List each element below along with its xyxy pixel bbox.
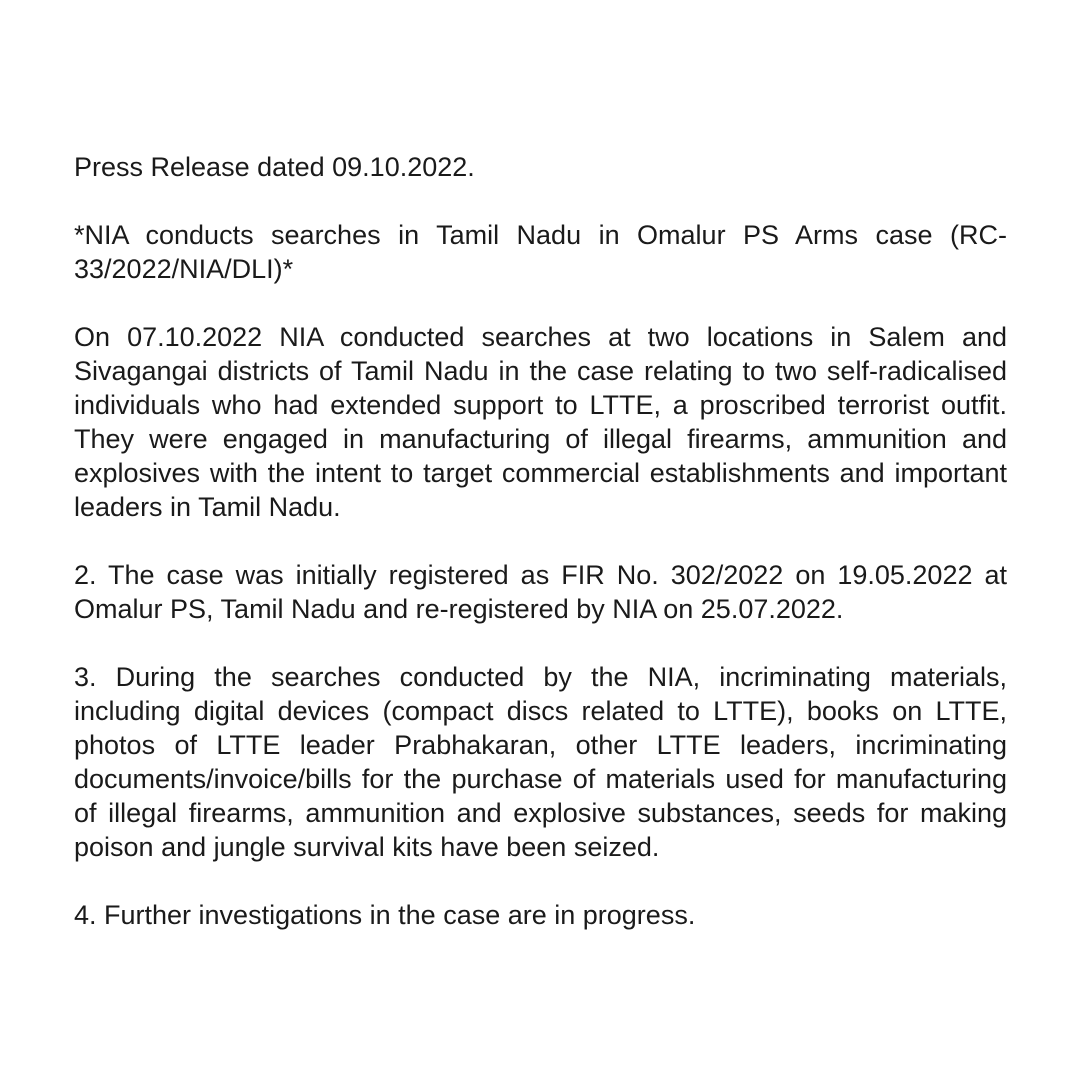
- paragraph-4-investigation-status: 4. Further investigations in the case are in progress.: [74, 900, 696, 930]
- press-release-headline: *NIA conducts searches in Tamil Nadu in Omalur PS Arms case (RC-33/2022/NIA/DLI)*: [74, 220, 1007, 284]
- paragraph-2-case-registration: 2. The case was initially registered as FIR No. 302/2022 on 19.05.2022 at Omalur PS, Tamil Nadu and re-registered by NIA on 25.07.2022.: [74, 560, 1007, 624]
- paragraph-summary: On 07.10.2022 NIA conducted searches at two locations in Salem and Sivagangai districts of Tamil Nadu in the case relating to two self-radicalised individuals who had extended support to LTTE, a proscribed terrorist outfit. They were engaged in manufacturing of illegal firearms, ammunition and explosives with the intent to target commercial establishments and important leaders in Tamil Nadu.: [74, 322, 1007, 522]
- press-release-dateline: Press Release dated 09.10.2022.: [74, 152, 475, 182]
- paragraph-3-seized-materials: 3. During the searches conducted by the NIA, incriminating materials, including digital devices (compact discs related to LTTE), books on LTTE, photos of LTTE leader Prabhakaran, other LTTE leaders, incriminating documents/invoice/bills for the purchase of materials used for manufacturing of illegal firearms, ammunition and explosive substances, seeds for making poison and jungle survival kits have been seized.: [74, 662, 1007, 862]
- press-release-document: [74, 150, 1007, 932]
